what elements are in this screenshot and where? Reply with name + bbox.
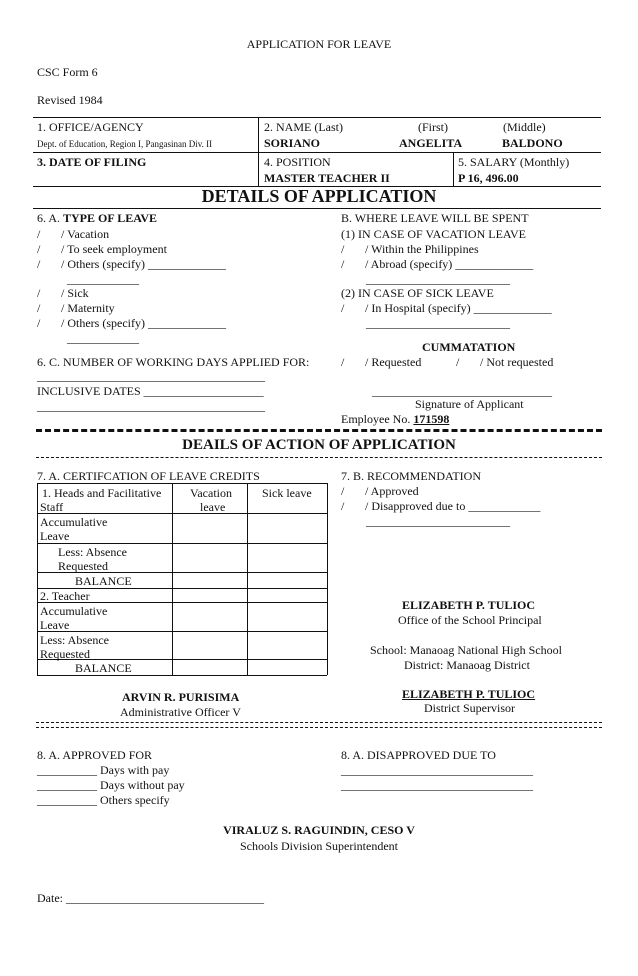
row-accumulative: Accumulative — [40, 515, 108, 529]
days-without-pay-field[interactable]: __________ Days without pay — [37, 778, 185, 792]
signature-label: Signature of Applicant — [415, 397, 524, 411]
name-middle-value: BALDONO — [502, 136, 563, 150]
commutation-heading: CUMMATATION — [422, 340, 516, 354]
recommendation-heading: 7. B. RECOMMENDATION — [341, 469, 482, 483]
name-last-label: 2. NAME (Last) — [264, 120, 343, 134]
recommend-approved-option[interactable]: / / Approved — [341, 484, 419, 498]
position-label: 4. POSITION — [264, 155, 331, 169]
certification-heading: 7. A. CERTIFCATION OF LEAVE CREDITS — [37, 469, 260, 483]
row-balance: BALANCE — [75, 574, 132, 588]
revised-date: Revised 1984 — [37, 93, 103, 107]
approved-for-heading: 8. A. APPROVED FOR — [37, 748, 153, 762]
leave-others-line: ____________ — [67, 272, 139, 286]
signature-line[interactable]: ______________________________ — [372, 384, 552, 398]
final-divider-2 — [36, 727, 602, 728]
section-divider — [36, 429, 602, 432]
col-vacation-leave: Vacation — [190, 486, 232, 500]
office-value: Dept. of Education, Region I, Pangasinan Div. II — [37, 139, 213, 149]
row-less-absence: Less: Absence — [58, 545, 127, 559]
leave-seek-employment-option[interactable]: / / To seek employment — [37, 242, 167, 256]
in-hospital-option[interactable]: / / In Hospital (specify) _____________ — [341, 301, 552, 315]
row-less-absence-2: Requested — [58, 559, 108, 573]
action-divider — [36, 457, 602, 458]
date-field[interactable]: Date: _________________________________ — [37, 891, 264, 905]
school-name: School: Manaoag National High School — [370, 643, 562, 657]
recommend-disapproved-option[interactable]: / / Disapproved due to ____________ — [341, 499, 541, 513]
district-name: District: Manaoag District — [404, 658, 530, 672]
col-heads-staff-2: Staff — [40, 500, 64, 514]
where-leave-heading: B. WHERE LEAVE WILL BE SPENT — [341, 211, 529, 225]
name-first-value: ANGELITA — [399, 136, 463, 150]
salary-label: 5. SALARY (Monthly) — [458, 155, 570, 169]
leave-others2-line: ____________ — [67, 331, 139, 345]
admin-officer-name: ARVIN R. PURISIMA — [122, 690, 240, 704]
disapproved-due-heading: 8. A. DISAPPROVED DUE TO — [341, 748, 496, 762]
form-title: APPLICATION FOR LEAVE — [246, 37, 392, 51]
disapproved-reason-line-2[interactable]: ________________________________ — [341, 778, 533, 792]
leave-vacation-option[interactable]: / / Vacation — [37, 227, 110, 241]
leave-others-option[interactable]: / / Others (specify) _____________ — [37, 257, 226, 271]
office-label: 1. OFFICE/AGENCY — [37, 120, 144, 134]
principal-title: Office of the School Principal — [398, 613, 542, 627]
superintendent-name: VIRALUZ S. RAGUINDIN, CESO V — [223, 823, 415, 837]
recommend-disapproved-line: ________________________ — [366, 514, 510, 528]
others-specify-field[interactable]: __________ Others specify — [37, 793, 170, 807]
superintendent-title: Schools Division Superintendent — [240, 839, 398, 853]
case-sick-heading: (2) IN CASE OF SICK LEAVE — [341, 286, 494, 300]
row-accumulative-teacher: Accumulative — [40, 604, 108, 618]
leave-others2-option[interactable]: / / Others (specify) _____________ — [37, 316, 226, 330]
name-first-label: (First) — [418, 120, 448, 134]
hospital-line: ________________________ — [366, 316, 510, 330]
row-accumulative-2: Leave — [40, 529, 70, 543]
commutation-requested-option[interactable]: / / Requested — [341, 355, 422, 369]
abroad-line: ________________________ — [366, 272, 510, 286]
abroad-option[interactable]: / / Abroad (specify) _____________ — [341, 257, 534, 271]
details-heading: DETAILS OF APPLICATION — [201, 186, 437, 206]
row-less-absence-teacher-2: Requested — [40, 647, 90, 661]
date-of-filing-label: 3. DATE OF FILING — [37, 155, 147, 169]
leave-sick-option[interactable]: / / Sick — [37, 286, 89, 300]
col-heads-staff: 1. Heads and Facilitative — [42, 486, 162, 500]
within-philippines-option[interactable]: / / Within the Philippines — [341, 242, 479, 256]
salary-value: P 16, 496.00 — [458, 171, 519, 185]
days-with-pay-field[interactable]: __________ Days with pay — [37, 763, 170, 777]
position-value: MASTER TEACHER II — [264, 171, 390, 185]
inclusive-dates-field[interactable]: INCLUSIVE DATES ____________________ — [37, 384, 264, 398]
case-vacation-heading: (1) IN CASE OF VACATION LEAVE — [341, 227, 527, 241]
row-balance-teacher: BALANCE — [75, 661, 132, 675]
form-number: CSC Form 6 — [37, 65, 98, 79]
working-days-label: 6. C. NUMBER OF WORKING DAYS APPLIED FOR: — [37, 355, 310, 369]
details-divider — [33, 208, 601, 209]
name-last-value: SORIANO — [264, 136, 321, 150]
disapproved-reason-line-1[interactable]: ________________________________ — [341, 763, 533, 777]
inclusive-dates-line[interactable]: ______________________________________ — [37, 399, 265, 413]
final-divider — [36, 722, 602, 723]
admin-officer-title: Administrative Officer V — [120, 705, 241, 719]
row-less-absence-teacher: Less: Absence — [40, 633, 109, 647]
action-heading: DEAILS OF ACTION OF APPLICATION — [182, 437, 456, 453]
employee-number: Employee No. 171598 — [341, 412, 450, 426]
type-of-leave-heading: 6. A. TYPE OF LEAVE — [37, 211, 158, 225]
col-sick-leave: Sick leave — [262, 486, 312, 500]
working-days-line[interactable]: ______________________________________ — [37, 369, 265, 383]
row-teacher: 2. Teacher — [40, 589, 90, 603]
name-middle-label: (Middle) — [503, 120, 546, 134]
commutation-not-requested-option[interactable]: / / Not requested — [456, 355, 554, 369]
leave-maternity-option[interactable]: / / Maternity — [37, 301, 115, 315]
col-vacation-leave-2: leave — [200, 500, 226, 514]
row-accumulative-teacher-2: Leave — [40, 618, 70, 632]
supervisor-title: District Supervisor — [424, 701, 515, 715]
principal-name: ELIZABETH P. TULIOC — [402, 598, 536, 612]
supervisor-name: ELIZABETH P. TULIOC — [402, 687, 536, 701]
